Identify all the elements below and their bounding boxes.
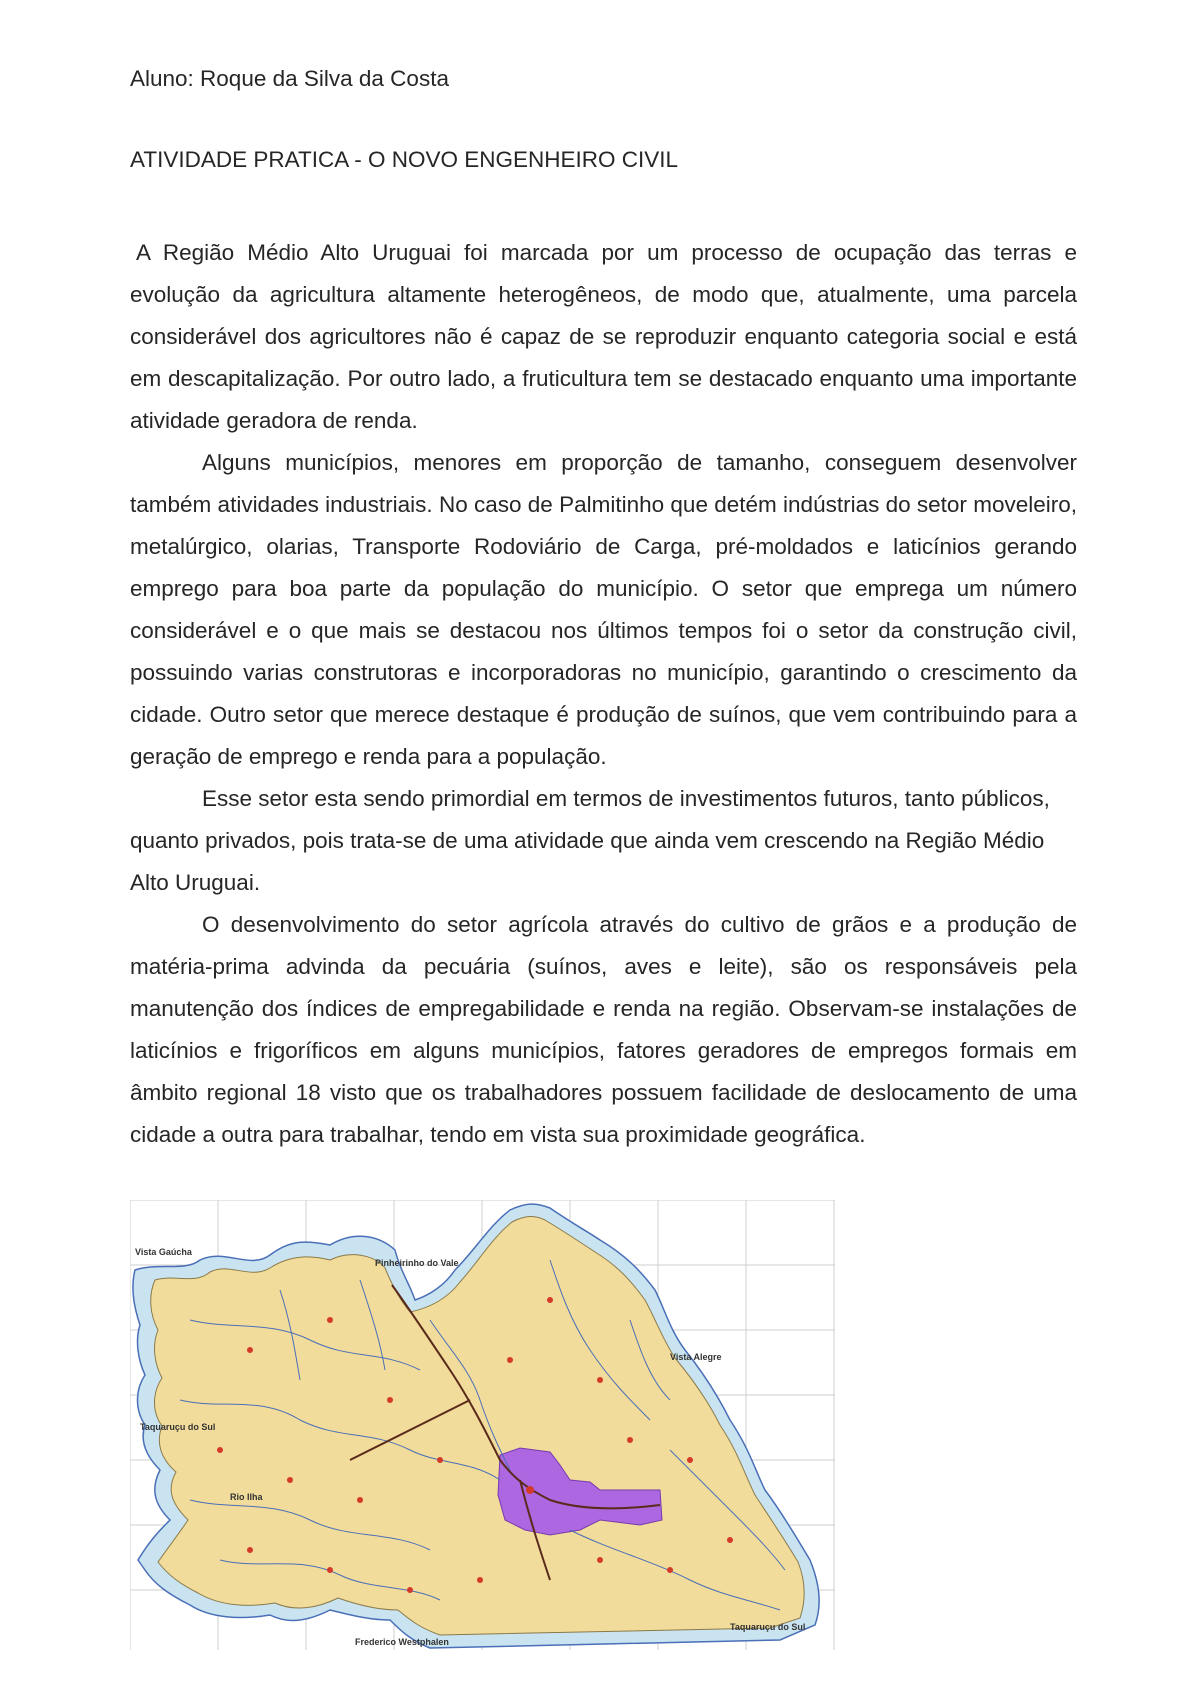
map-label-left-mid: Taquaruçu do Sul [140,1422,216,1432]
map-label-right-top: Vista Alegre [670,1352,722,1362]
body-text [130,232,1077,1156]
paragraph-2: Alguns municípios, menores em proporção de tamanho, conseguem desenvolver também atividades industriais. No caso de Palmitinho que detém indústrias do setor moveleiro, metalúrgico, olarias, Transporte Rodoviário de Carga, pré-moldados e laticínios gerando emprego para boa parte da população do município. O setor que emprega um número considerável e o que mais se destacou nos últimos tempos foi o setor da construção civil, possuindo varias construtoras e incorporadoras no município, garantindo o crescimento da cidade. Outro setor que merece destaque é produção de suínos, que vem contribuindo para a geração de emprego e renda para a população. [130,450,1077,769]
region-land [151,1216,805,1635]
map-label-bottom-center: Frederico Westphalen [355,1637,449,1647]
activity-title: ATIVIDADE PRATICA - O NOVO ENGENHEIRO CIVIL [130,147,679,172]
paragraph-3: Esse setor esta sendo primordial em termos de investimentos futuros, tanto públicos, quanto privados, pois trata-se de uma atividade que ainda vem crescendo na Região Médio Alto Uruguai. [130,786,1050,895]
region-map-svg [130,1200,835,1650]
region-map [130,1200,835,1650]
paragraph-1: A Região Médio Alto Uruguai foi marcada por um processo de ocupação das terras e evolução da agricultura altamente heterogêneos, de modo que, atualmente, uma parcela considerável dos agricultores não é capaz de se reproduzir enquanto categoria social e está em descapitalização. Por outro lado, a fruticultura tem se destacado enquanto uma importante atividade geradora de renda. [130,240,1077,433]
map-label-bottom-right: Taquaruçu do Sul [730,1622,806,1632]
map-label-left-top: Vista Gaúcha [135,1247,192,1257]
paragraph-4: O desenvolvimento do setor agrícola através do cultivo de grãos e a produção de matéria-prima advinda da pecuária (suínos, aves e leite), são os responsáveis pela manutenção dos índices de empregabilidade e renda na região. Observam-se instalações de laticínios e frigoríficos em alguns municípios, fatores geradores de empregos formais em âmbito regional 18 visto que os trabalhadores possuem facilidade de deslocamento de uma cidade a outra para trabalhar, tendo em vista sua proximidade geográfica. [130,912,1077,1147]
map-label-top-center: Pinheirinho do Vale [375,1258,459,1268]
map-label-left-small: Rio Ilha [230,1492,263,1502]
student-name: Aluno: Roque da Silva da Costa [130,66,449,91]
